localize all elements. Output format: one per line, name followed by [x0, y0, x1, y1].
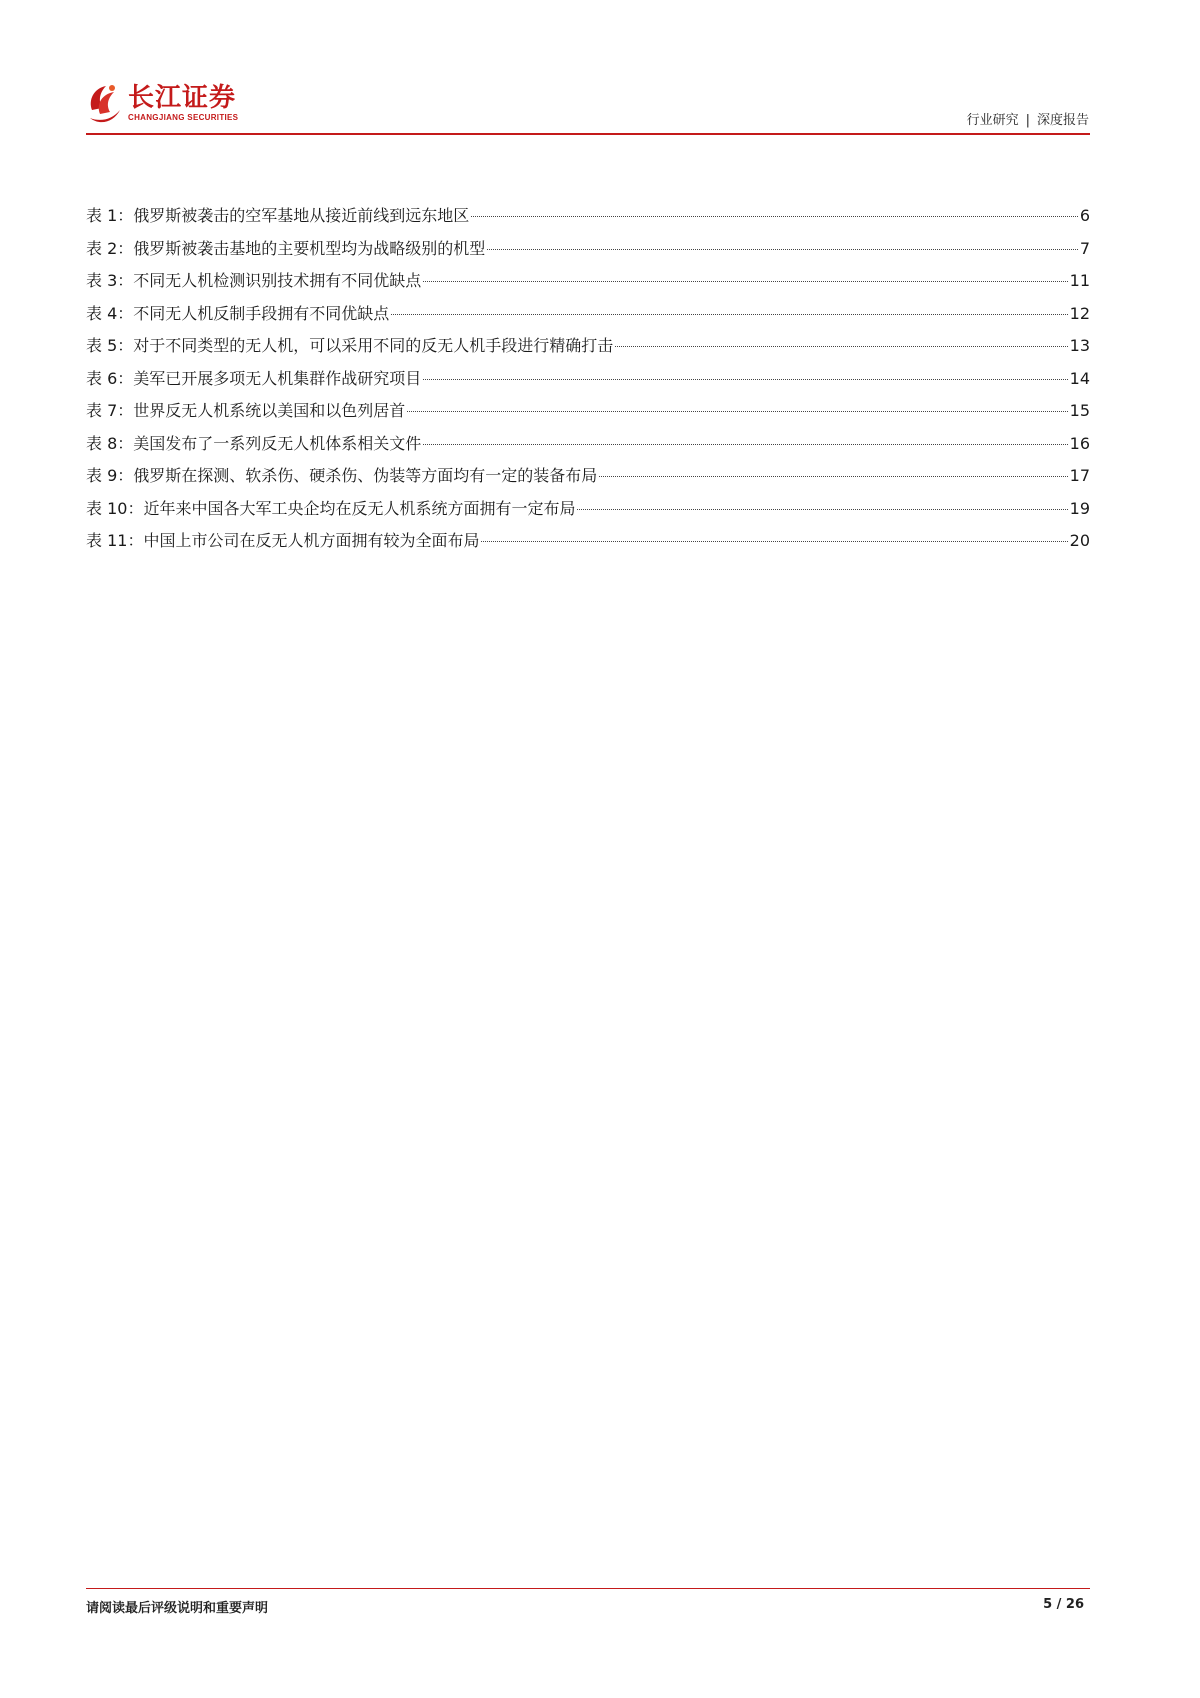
report-category: [967, 109, 1089, 128]
brand-logo: [86, 80, 238, 126]
page-number: 5 / 26: [1043, 1597, 1084, 1612]
toc-entry[interactable]: [86, 531, 1090, 564]
header-divider: [86, 133, 1090, 135]
toc-leader: [391, 314, 1067, 315]
toc-leader: [577, 509, 1067, 510]
toc-entry-title: 表 1：俄罗斯被袭击的空军基地从接近前线到远东地区: [86, 206, 470, 225]
toc-leader: [423, 444, 1067, 445]
header-separator: |: [1025, 113, 1030, 128]
toc-leader: [423, 281, 1067, 282]
toc-entry[interactable]: [86, 369, 1090, 402]
report-category-label: 行业研究: [966, 113, 1019, 128]
toc-entry[interactable]: [86, 206, 1090, 239]
toc-entry-page: 7: [1079, 238, 1090, 258]
toc-entry[interactable]: [86, 401, 1090, 434]
toc-entry-page: 16: [1069, 433, 1090, 453]
toc-entry-page: 6: [1079, 206, 1090, 225]
toc-leader: [471, 216, 1078, 217]
toc-entry-page: 13: [1069, 336, 1090, 355]
toc-entry-title: 表 2：俄罗斯被袭击基地的主要机型均为战略级别的机型: [86, 238, 486, 258]
toc-leader: [423, 379, 1067, 380]
brand-name-en: CHANGJIANG SECURITIES: [128, 113, 239, 122]
toc-leader: [481, 541, 1067, 542]
table-of-contents: [86, 206, 1090, 564]
toc-leader: [487, 249, 1078, 250]
report-type-label: 深度报告: [1036, 113, 1089, 128]
toc-entry-title: 表 5：对于不同类型的无人机，可以采用不同的反无人机手段进行精确打击: [86, 336, 614, 355]
toc-entry-title: 表 9：俄罗斯在探测、软杀伤、硬杀伤、伪装等方面均有一定的装备布局: [86, 466, 598, 485]
toc-entry[interactable]: [86, 239, 1090, 272]
toc-leader: [615, 346, 1067, 347]
toc-entry-page: 17: [1069, 466, 1090, 485]
toc-entry[interactable]: [86, 499, 1090, 532]
toc-entry-title: 表 4：不同无人机反制手段拥有不同优缺点: [86, 303, 390, 323]
toc-entry-title: 表 7：世界反无人机系统以美国和以色列居首: [86, 401, 406, 420]
brand-name-cn: 长江证券: [128, 83, 237, 113]
changjiang-logo-icon: [86, 80, 124, 126]
toc-entry-page: 11: [1069, 271, 1090, 290]
toc-entry-title: 表 10：近年来中国各大军工央企均在反无人机系统方面拥有一定布局: [86, 498, 576, 518]
footer-divider: [86, 1588, 1090, 1589]
toc-entry-title: 表 8：美国发布了一系列反无人机体系相关文件: [86, 433, 422, 453]
toc-entry-title: 表 3：不同无人机检测识别技术拥有不同优缺点: [86, 271, 422, 290]
toc-entry-page: 20: [1069, 531, 1090, 550]
toc-entry[interactable]: [86, 466, 1090, 499]
toc-entry[interactable]: [86, 271, 1090, 304]
toc-entry-page: 15: [1069, 401, 1090, 420]
toc-entry-title: 表 11：中国上市公司在反无人机方面拥有较为全面布局: [86, 531, 480, 550]
toc-entry[interactable]: [86, 336, 1090, 369]
toc-entry-page: 14: [1069, 368, 1090, 388]
toc-entry[interactable]: [86, 434, 1090, 467]
toc-leader: [599, 476, 1067, 477]
toc-entry-title: 表 6：美军已开展多项无人机集群作战研究项目: [86, 368, 422, 388]
footer-disclaimer: 请阅读最后评级说明和重要声明: [86, 1601, 269, 1616]
toc-entry[interactable]: [86, 304, 1090, 337]
toc-leader: [407, 411, 1067, 412]
toc-entry-page: 12: [1069, 303, 1090, 323]
toc-entry-page: 19: [1069, 498, 1090, 518]
